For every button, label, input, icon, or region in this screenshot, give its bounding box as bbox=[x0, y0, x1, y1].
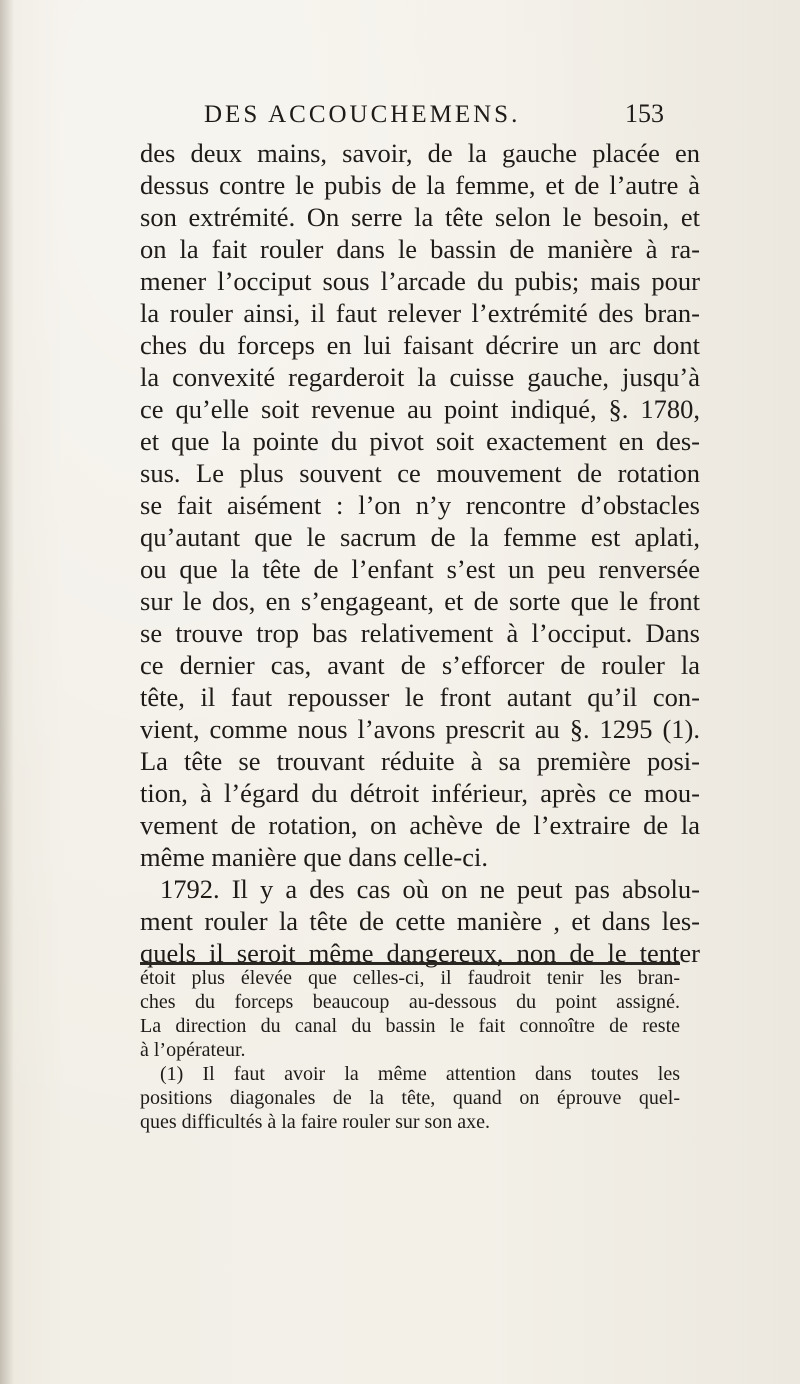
body-line: des deux mains, savoir, de la gauche placée en bbox=[140, 138, 700, 168]
body-line: et que la pointe du pivot soit exactement en des- bbox=[140, 426, 700, 456]
body-line: ou que la tête de l’enfant s’est un peu renversée bbox=[140, 554, 700, 584]
footnote-line: à l’opérateur. bbox=[140, 1039, 246, 1061]
body-text bbox=[140, 137, 700, 969]
body-line: quels il seroit même dangereux, non de le tenter bbox=[140, 938, 700, 968]
body-line: ment rouler la tête de cette manière , et dans les- bbox=[140, 906, 700, 936]
footnote-line: étoit plus élevée que celles-ci, il faudroit tenir les bran- bbox=[140, 967, 680, 989]
footnote-line: ches du forceps beaucoup au-dessous du point assigné. bbox=[140, 991, 680, 1013]
body-line: sus. Le plus souvent ce mouvement de rotation bbox=[140, 458, 700, 488]
footnotes bbox=[140, 966, 680, 1134]
body-line: ches du forceps en lui faisant décrire un arc dont bbox=[140, 330, 700, 360]
running-head-title: DES ACCOUCHEMENS. bbox=[204, 101, 521, 128]
body-line: la rouler ainsi, il faut relever l’extrémité des bran- bbox=[140, 298, 700, 328]
body-line: mener l’occiput sous l’arcade du pubis; mais pour bbox=[140, 266, 700, 296]
body-line: son extrémité. On serre la tête selon le besoin, et bbox=[140, 202, 700, 232]
footnote-line: (1) Il faut avoir la même attention dans toutes les bbox=[160, 1063, 680, 1085]
body-line: tête, il faut repousser le front autant qu’il con- bbox=[140, 682, 700, 712]
page-number: 153 bbox=[625, 99, 664, 128]
footnote-line: ques difficultés à la faire rouler sur son axe. bbox=[140, 1111, 491, 1133]
body-line: La tête se trouvant réduite à sa première posi- bbox=[140, 746, 700, 776]
page-gutter-shadow bbox=[0, 0, 14, 1384]
footnote-rule bbox=[140, 962, 680, 965]
body-line: dessus contre le pubis de la femme, et de l’autre à bbox=[140, 170, 700, 200]
body-line: même manière que dans celle-ci. bbox=[140, 842, 489, 872]
body-line: la convexité regarderoit la cuisse gauche, jusqu’à bbox=[140, 362, 700, 392]
body-line: vement de rotation, on achève de l’extraire de la bbox=[140, 810, 700, 840]
body-line: ce qu’elle soit revenue au point indiqué, §. 1780, bbox=[140, 394, 700, 424]
body-line: se trouve trop bas relativement à l’occiput. Dans bbox=[140, 618, 700, 648]
body-line: ce dernier cas, avant de s’efforcer de rouler la bbox=[140, 650, 700, 680]
body-line: vient, comme nous l’avons prescrit au §. 1295 (1). bbox=[140, 714, 700, 744]
running-head bbox=[204, 101, 664, 137]
body-line: qu’autant que le sacrum de la femme est aplati, bbox=[140, 522, 700, 552]
footnote-line: La direction du canal du bassin le fait connoître de reste bbox=[140, 1015, 680, 1037]
body-line: tion, à l’égard du détroit inférieur, après ce mou- bbox=[140, 778, 700, 808]
body-line: 1792. Il y a des cas où on ne peut pas absolu- bbox=[160, 874, 700, 904]
body-line: sur le dos, en s’engageant, et de sorte que le front bbox=[140, 586, 700, 616]
body-line: se fait aisément : l’on n’y rencontre d’obstacles bbox=[140, 490, 700, 520]
body-line: on la fait rouler dans le bassin de manière à ra- bbox=[140, 234, 700, 264]
footnote-line: positions diagonales de la tête, quand on éprouve quel- bbox=[140, 1087, 680, 1109]
